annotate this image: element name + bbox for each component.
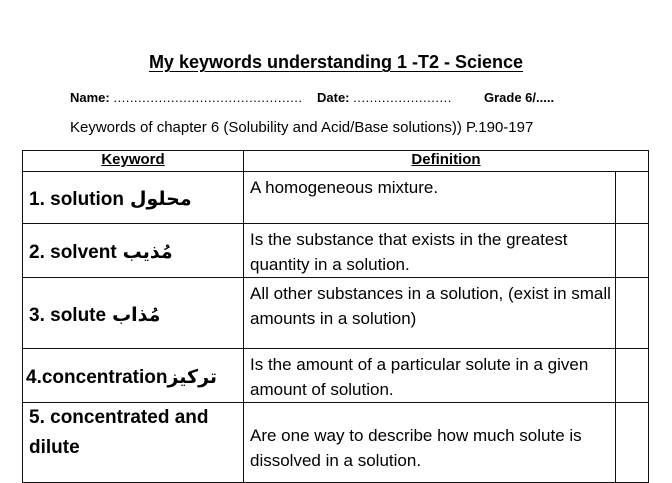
check-cell — [616, 349, 649, 403]
date-field — [317, 90, 452, 105]
table-row — [23, 349, 649, 403]
keyword-arabic: محلول — [130, 188, 192, 210]
keyword-cell — [23, 278, 244, 349]
check-cell — [616, 403, 649, 483]
table-row — [23, 224, 649, 278]
chapter-subtitle: Keywords of chapter 6 (Solubility and Acid/Base solutions)) P.190-197 — [70, 119, 534, 136]
keyword-cell — [23, 224, 244, 278]
definition-cell: Is the amount of a particular solute in a given amount of solution. — [244, 349, 616, 403]
keyword-text: 3. solute — [29, 304, 107, 326]
keyword-text: 2. solvent — [29, 242, 117, 263]
keyword-text: 5. concentrated and dilute — [29, 407, 209, 458]
check-cell — [616, 172, 649, 224]
keyword-arabic: مُذيب — [122, 241, 173, 263]
definition-cell: All other substances in a solution, (exist in small amounts in a solution) — [244, 278, 616, 349]
definition-cell: A homogeneous mixture. — [244, 172, 616, 224]
keyword-header: Keyword — [23, 151, 244, 172]
keyword-cell — [23, 403, 244, 483]
name-label: Name: — [70, 90, 110, 105]
keyword-text: 1. solution — [29, 189, 124, 210]
page-title: My keywords understanding 1 -T2 - Science — [148, 52, 524, 72]
table-row — [23, 172, 649, 224]
table-header-row — [23, 151, 649, 172]
definition-cell: Is the substance that exists in the greatest quantity in a solution. — [244, 224, 616, 278]
date-label: Date: — [317, 90, 350, 105]
name-field — [70, 90, 303, 105]
keyword-cell — [23, 349, 244, 403]
keywords-table — [22, 150, 649, 483]
grade-label: Grade 6/..... — [484, 90, 555, 105]
keyword-text: 4.concentration — [26, 367, 168, 388]
name-dots: .............................................. — [113, 90, 303, 105]
definition-header: Definition — [244, 151, 649, 172]
keyword-arabic: مُذاب — [112, 303, 161, 326]
table-row — [23, 403, 649, 483]
table-row — [23, 278, 649, 349]
keyword-arabic: تركيز — [167, 366, 218, 388]
definition-cell: Are one way to describe how much solute is dissolved in a solution. — [244, 403, 616, 483]
keyword-cell — [23, 172, 244, 224]
check-cell — [616, 278, 649, 349]
check-cell — [616, 224, 649, 278]
date-dots: ........................ — [353, 90, 452, 105]
